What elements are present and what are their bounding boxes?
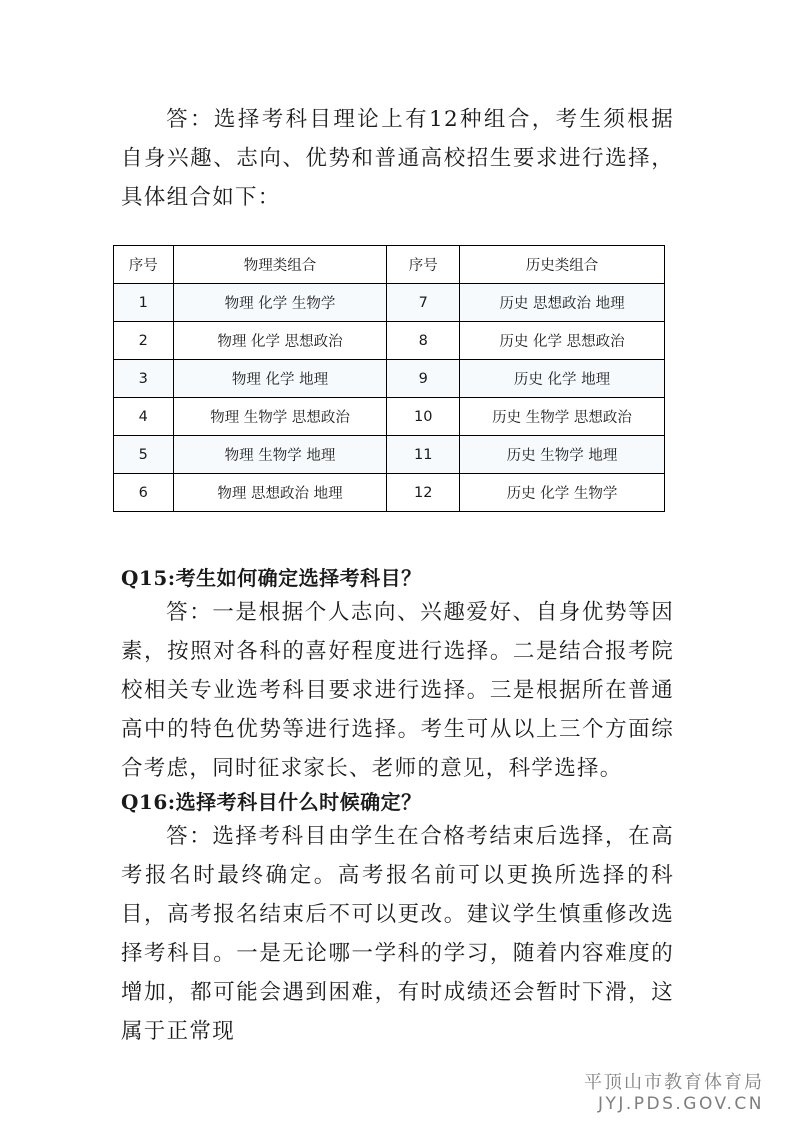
- cell-seq: 4: [114, 398, 174, 436]
- cell-physics-combo: 物理 思想政治 地理: [173, 474, 387, 512]
- table-row: [114, 436, 665, 474]
- table-row: [114, 360, 665, 398]
- watermark-org-name: 平顶山市教育体育局: [584, 1072, 764, 1093]
- cell-history-combo: 历史 生物学 思想政治: [459, 398, 664, 436]
- table-row: [114, 398, 665, 436]
- cell-seq: 2: [114, 322, 174, 360]
- cell-history-combo: 历史 化学 地理: [459, 360, 664, 398]
- cell-seq: 11: [387, 436, 459, 474]
- cell-physics-combo: 物理 生物学 思想政治: [173, 398, 387, 436]
- table-header-row: [114, 246, 665, 284]
- cell-seq: 6: [114, 474, 174, 512]
- q15-title: Q15:考生如何确定选择考科目？: [121, 566, 422, 590]
- table-row: [114, 284, 665, 322]
- header-seq-history: 序号: [387, 246, 459, 284]
- cell-seq: 7: [387, 284, 459, 322]
- cell-seq: 5: [114, 436, 174, 474]
- cell-history-combo: 历史 化学 思想政治: [459, 322, 664, 360]
- cell-physics-combo: 物理 生物学 地理: [173, 436, 387, 474]
- header-physics-combo: 物理类组合: [173, 246, 387, 284]
- cell-history-combo: 历史 生物学 地理: [459, 436, 664, 474]
- header-seq-physics: 序号: [114, 246, 174, 284]
- q16-answer: 答：选择考科目由学生在合格考结束后选择，在高考报名时最终确定。高考报名前可以更换所选择的科目，高考报名结束后不可以更改。建议学生慎重修改选择考科目。一是无论哪一学科的学习，随着内容难度的增加，都可能会遇到困难，有时成绩还会暂时下滑，这属于正常现: [121, 824, 674, 1044]
- cell-seq: 1: [114, 284, 174, 322]
- table-row: [114, 474, 665, 512]
- cell-physics-combo: 物理 化学 思想政治: [173, 322, 387, 360]
- cell-seq: 9: [387, 360, 459, 398]
- cell-seq: 3: [114, 360, 174, 398]
- header-history-combo: 历史类组合: [459, 246, 664, 284]
- intro-paragraph: 答：选择考科目理论上有12种组合，考生须根据自身兴趣、志向、优势和普通高校招生要求进行选择，具体组合如下：: [121, 107, 674, 210]
- cell-physics-combo: 物理 化学 生物学: [173, 284, 387, 322]
- cell-history-combo: 历史 化学 生物学: [459, 474, 664, 512]
- table-row: [114, 322, 665, 360]
- cell-seq: 12: [387, 474, 459, 512]
- q15-answer: 答：一是根据个人志向、兴趣爱好、自身优势等因素，按照对各科的喜好程度进行选择。二是结合报考院校相关专业选考科目要求进行选择。三是根据所在普通高中的特色优势等进行选择。考生可从以上三个方面综合考虑，同时征求家长、老师的意见，科学选择。: [121, 600, 674, 781]
- cell-seq: 10: [387, 398, 459, 436]
- cell-seq: 8: [387, 322, 459, 360]
- q16-title: Q16:选择考科目什么时候确定？: [121, 790, 422, 814]
- watermark-url: JYJ.PDS.GOV.CN: [597, 1094, 764, 1114]
- cell-history-combo: 历史 思想政治 地理: [459, 284, 664, 322]
- subject-combination-table: [113, 245, 665, 512]
- cell-physics-combo: 物理 化学 地理: [173, 360, 387, 398]
